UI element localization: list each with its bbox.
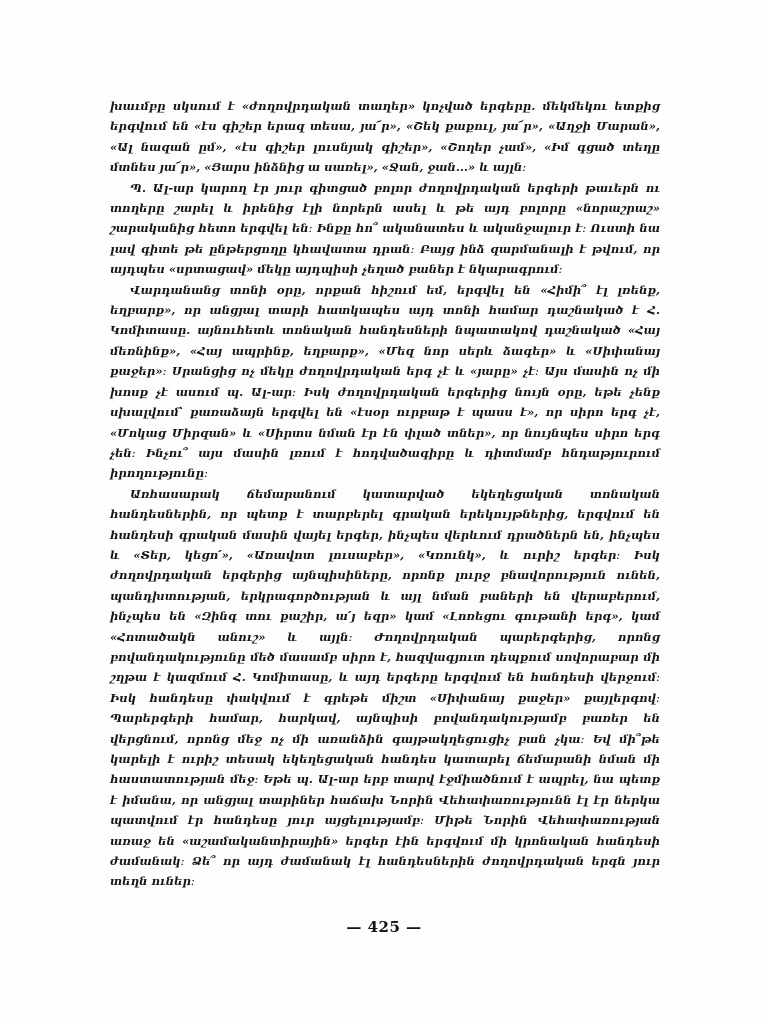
page-number: — 425 — (346, 918, 422, 936)
paragraph-3: Վարդանանց տոնի օրը, որքան հիշում եմ, երգվել են «Հիմի՞ էլ լռենք, եղբարք», որ անցյալ տարի հատկապես այդ տոնի համար դաշնակած է Հ. Կոմիտասը. այնուհետև տոնական հանդեսների նպատակով դաշնակած «Հայ մեռնինք», «Հայ ապրինք, եղբարք», «Մեզ նոր սերև ձագեր» և «Սիփանայ քաջեր»։ Սրանցից ոչ մեկը ժողովրդական երգ չէ և «յարը» չէ։ Այս մասին ոչ մի խոսք չէ ասում պ. Ալ-ար։ Իսկ ժողովրդական երգերից նույն օրը, եթե չենք սխալվում՝ քառաձայն երգվել են «էսօր ուրբաթ է պասս է», որ սիրո երգ չէ, «Մոկաց Միրզան» և «Սիրտս նման էր էն փլած տներ», որ նույնպես սիրո երգ չեն։ Ինչու՞ այս մասին լռում է հոդվածագիրը և դիտմամբ հնդաթյուրում իրողությունը։ (110, 282, 660, 481)
paragraph-4: Առհասարակ ճեմարանում կատարված եկեղեցական տոնական հանդեսներին, որ պետք է տարբերել գրական երեկույթներից, երգվում են հանդեսի գրական մասին վայել երգեր, ինչպես վերևում դրածներն են, ինչպես և «Տեր, կեցո՛», «Առավոտ լուսաբեր», «Կռունկ», և ուրիշ երգեր։ Իսկ ժողովրդական երգերից այնպիսիները, որոնք լուրջ բնավորություն ունեն, պանդխտության, երկրագործության և այլ նման բաների են վերաբերում, ինչպես են «Զինգ տու քաշիր, ա՛յ եզր» կամ «Լոռեցու գութանի երգ», կամ «Հոտածակն անուշ» և այլն։ Ժողովրդական պարերգերից, որոնց բովանդակությունը մեծ մասամբ սիրո է, հազվագյուտ դեպքում սովորաբար մի շղթա է կազմում Հ. Կոմիտասը, և այդ երգերը երգվում են հանդեսի վերջում։ Իսկ հանդեսը փակվում է գրեթե միշտ «Սիփանայ քաջեր» քայլերգով։ Պարերգերի համար, հարկավ, այնպիսի բովանդակությամբ բառեր են վերցնում, որոնց մեջ ոչ մի առանձին գայթակղեցուցիչ բան չկա։ Եվ մի՞թե կարելի է ուրիշ տեսակ եկեղեցական հանդես կատարել ճեմարանի նման մի հաստատության մեջ։ Եթե պ. Ալ-ար երբ տարվ էջմիածնում է ապրել, նա պետք է իմանա, որ անցյալ տարիներ հաճախ Նորին Վեհափառությունն էլ էր ներկա պատվում էր հանդեսը յուր այցելությամբ։ Միթե Նորին Վեհափառության առաջ են «աշամականտիրային» երգեր էին երգվում մի կրոնական հանդեսի ժամանակ։ Ձե՞ որ այդ ժամանակ էլ հանդեսներին ժողովրդական երգն յուր տեղն ուներ։ (110, 486, 660, 889)
body-text (110, 96, 660, 892)
paragraph-2: Պ. Ալ-ար կարող էր յուր գիտցած բոլոր ժողովրդական երգերի թաւերն ու տողերը շարել և իրենից էլի նորերն ասել և թե այդ բոլորը «նորաշրաշ» շարականից հետո երգվել են։ Ինքը հո՞ ականատես և ականջալուր է։ Ուստի նա լավ գիտե թե ընթերցողը կհավատա դրան։ Բայց ինձ զարմանալի է թվում, որ այդպես «սրտացավ» մեկը այդպիսի չեղած բաներ է նկարագրում։ (110, 180, 660, 277)
paragraph-1: խաւմբը սկսում է «ժողովրդական տաղեր» կոչված երգերը. մեկմեկու ետքից երգվում են «էս գիշեր երազ տեսա, յա՜ր», «Շեկ քաքուլ, յա՜ր», «Աղջի Մարան», «Ալ նազան ըմ», «էս գիշեր լուսնյակ գիշեր», «Շողեր չամ», «Իմ գցած տեղը մտնես յա՜ր», «Յարս ինձնից ա սառել», «Ջան, ջան...» և այլն։ (110, 99, 660, 175)
